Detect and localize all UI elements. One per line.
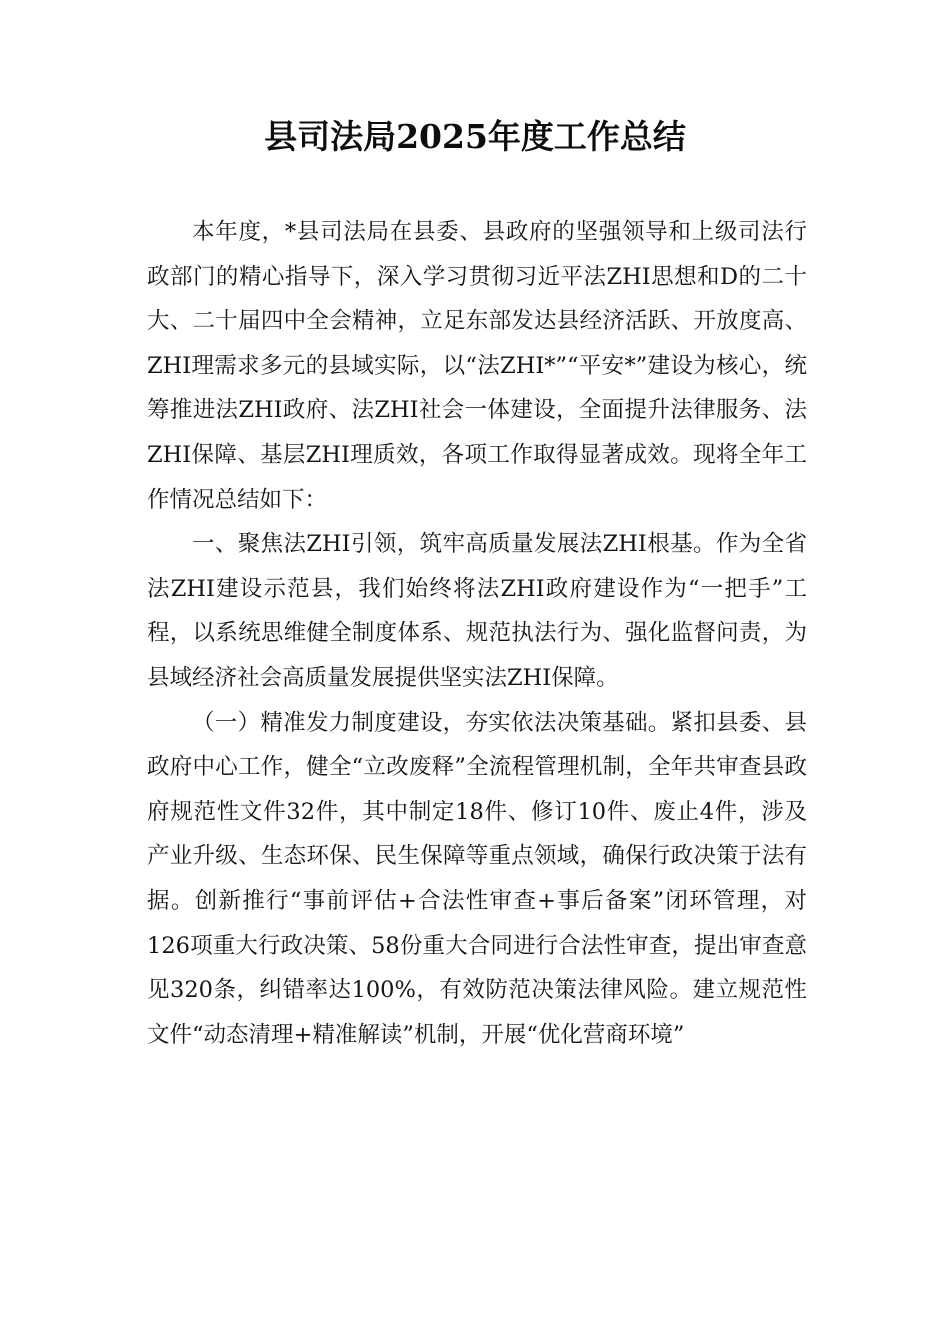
document-body <box>147 210 807 1057</box>
document-title: 县司法局2025年度工作总结 <box>264 117 686 156</box>
paragraph-subsection-one: （一）精准发力制度建设，夯实依法决策基础。紧扣县委、县政府中心工作，健全“立改废释”全流程管理机制，全年共审查县政府规范性文件32件，其中制定18件、修订10件、废止4件，涉及产业升级、生态环保、民生保障等重点领域，确保行政决策于法有据。创新推行“事前评估+合法性审查+事后备案”闭环管理，对126项重大行政决策、58份重大合同进行合法性审查，提出审查意见320条，纠错率达100%，有效防范决策法律风险。建立规范性文件“动态清理+精准解读”机制，开展“优化营商环境” <box>147 709 807 1048</box>
paragraph-section-one: 一、聚焦法ZHI引领，筑牢高质量发展法ZHI根基。作为全省法ZHI建设示范县，我们始终将法ZHI政府建设作为“一把手”工程，以系统思维健全制度体系、规范执法行为、强化监督问责，为县域经济社会高质量发展提供坚实法ZHI保障。 <box>147 531 807 691</box>
paragraph-intro: 本年度，*县司法局在县委、县政府的坚强领导和上级司法行政部门的精心指导下，深入学习贯彻习近平法ZHI思想和D的二十大、二十届四中全会精神，立足东部发达县经济活跃、开放度高、ZHI理需求多元的县域实际，以“法ZHI*”“平安*”建设为核心，统筹推进法ZHI政府、法ZHI社会一体建设，全面提升法律服务、法ZHI保障、基层ZHI理质效，各项工作取得显著成效。现将全年工作情况总结如下： <box>147 219 807 513</box>
